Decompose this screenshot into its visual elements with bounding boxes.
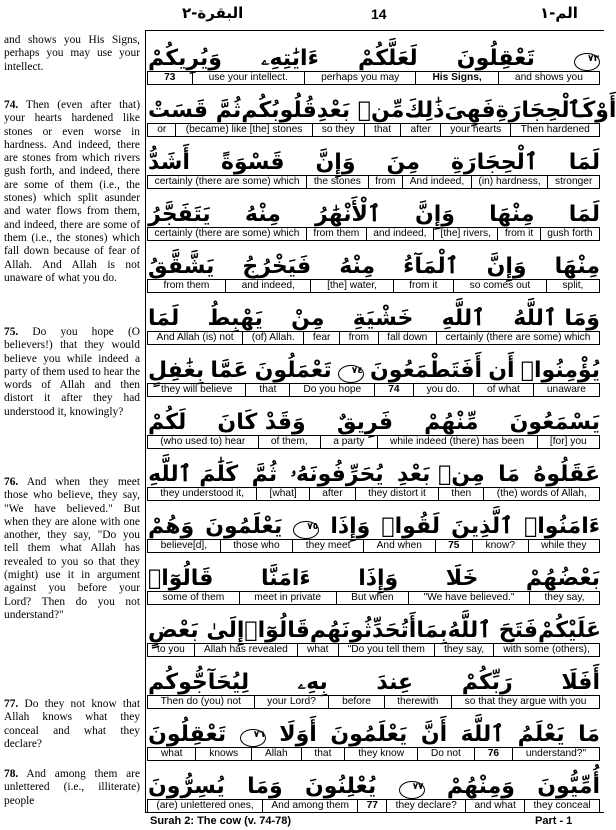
- gloss-word: His Signs,: [415, 72, 497, 84]
- gloss-word: they know: [344, 748, 417, 760]
- arabic-word: يَعْلَمُونَ: [205, 514, 283, 539]
- gloss-word: you do.: [413, 384, 473, 396]
- arabic-word: وَقَدْ كَانَ: [217, 410, 306, 435]
- arabic-line: [148, 33, 600, 71]
- commentary-text: Do they not know that Allah knows what they conceal and what they declare?: [4, 698, 140, 750]
- gloss-word: your hearts: [440, 124, 510, 136]
- gloss-word: that: [245, 384, 289, 396]
- arabic-word: خَلَا: [445, 566, 479, 591]
- arabic-word: قَالُوٓا۟: [148, 566, 214, 591]
- arabic-word: تَعْقِلُونَ: [456, 46, 535, 71]
- arabic-word: ٱلَّذِينَ: [451, 514, 514, 539]
- arabic-line: [148, 605, 600, 643]
- gloss-verse-number: 74: [374, 384, 412, 396]
- verse-row: [146, 709, 604, 761]
- arabic-word: ثُمَّ: [251, 462, 278, 487]
- gloss-line: [147, 747, 600, 761]
- arabic-word: فَهِىَ: [444, 98, 496, 123]
- arabic-word: أَفَتَطْمَعُونَ: [369, 358, 483, 383]
- arabic-word: لَكُمْ: [148, 410, 187, 435]
- verse-row: [146, 397, 604, 449]
- verse-row: [146, 449, 604, 501]
- header-rule: [145, 30, 604, 31]
- verse-number: 77.: [4, 698, 19, 710]
- gloss-word: after: [400, 124, 440, 136]
- gloss-line: [147, 279, 600, 293]
- commentary-text: Do you hope (O believers!) that they would believe you while indeed a party of them used to hear the words of Allah and then distort it after they had understood it, knowingly?: [4, 326, 141, 418]
- gloss-word: that: [364, 124, 400, 136]
- gloss-word: the stones: [306, 176, 367, 188]
- gloss-word: certainly (there are some) which: [154, 228, 300, 239]
- gloss-word: knows: [195, 748, 251, 760]
- arabic-word: مِنْهَا: [489, 202, 535, 227]
- arabic-word: أُمِّيُّونَ: [537, 774, 600, 799]
- gloss-verse-number: 75: [435, 540, 472, 552]
- arabic-line: [148, 137, 600, 175]
- gloss-verse-number: 73: [164, 72, 176, 83]
- gloss-word: from them: [306, 228, 366, 240]
- gloss-word: from it: [393, 280, 454, 292]
- commentary-paragraph: [4, 768, 140, 808]
- gloss-word: perhaps you may: [304, 72, 415, 84]
- gloss-line: [147, 487, 600, 501]
- gloss-word: from: [368, 176, 403, 188]
- arabic-word: يَعْلَمُونَ: [330, 722, 408, 747]
- gloss-line: [147, 539, 600, 553]
- gloss-word: know?: [472, 540, 528, 552]
- gloss-word: (in) hardness,: [471, 176, 548, 188]
- gloss-word: and indeed,: [225, 280, 310, 292]
- gloss-line: [147, 591, 600, 605]
- gloss-word: "Do you tell them: [338, 644, 434, 656]
- gloss-word: and what: [465, 800, 524, 812]
- arabic-word: فَرِيقٌ: [336, 410, 393, 435]
- gloss-word: they declare?: [386, 800, 465, 812]
- gloss-word: that: [301, 748, 345, 760]
- arabic-word: أَفَلَا: [561, 670, 600, 695]
- verse-row: [146, 85, 616, 137]
- gloss-word: [the] rivers,: [433, 228, 497, 240]
- gloss-line: [147, 175, 600, 189]
- arabic-word: يَتَفَجَّرُ: [148, 202, 211, 227]
- gloss-word: and shows you: [498, 72, 599, 84]
- arabic-word: أَتُحَدِّثُونَهُم: [309, 618, 417, 643]
- arabic-word: ذَٰلِكَ: [404, 98, 445, 123]
- arabic-word: مَا: [578, 722, 600, 747]
- gloss-word: [what]: [256, 488, 309, 500]
- gloss-word: what: [297, 644, 338, 656]
- arabic-word: ءَامَنُوا۟: [524, 514, 600, 539]
- verse-number: 75.: [4, 326, 19, 338]
- commentary-paragraph: [4, 34, 140, 74]
- arabic-word: مِنْهَا: [554, 254, 600, 279]
- arabic-word: عَقَلُوهُ: [533, 462, 600, 487]
- gloss-word: meet in private: [239, 592, 336, 604]
- arabic-word: يَعْلَمُ: [517, 722, 565, 747]
- arabic-word: يُعْلِنُونَ: [305, 774, 377, 799]
- gloss-word: after: [309, 488, 355, 500]
- verse-row: [146, 33, 604, 85]
- arabic-word: مَا: [498, 462, 520, 487]
- arabic-word: كَٱلْحِجَارَةِ: [495, 98, 596, 123]
- gloss-word: unaware: [533, 384, 599, 396]
- arabic-word: ٱلْحِجَارَةِ: [450, 150, 538, 175]
- ayah-marker: ٧٧: [399, 781, 425, 799]
- commentary-paragraph: [4, 476, 140, 622]
- arabic-word: مِنْهُ: [339, 254, 376, 279]
- verse-number: 78.: [4, 768, 19, 780]
- commentary-paragraph: [4, 698, 140, 751]
- arabic-word: بِغَٰفِلٍ: [148, 358, 205, 383]
- arabic-word: إِلَىٰ بَعْضٍ: [148, 618, 245, 643]
- gloss-word: and indeed,: [366, 228, 433, 240]
- arabic-line: [148, 657, 600, 695]
- commentary-paragraph: [4, 326, 140, 419]
- arabic-word: لَقُوا۟: [381, 514, 441, 539]
- gloss-word: certainly (there are some) which: [154, 176, 300, 187]
- commentary-text: and shows you His Signs, perhaps you may use your intellect.: [4, 34, 140, 73]
- gloss-word: so that they argue with you: [451, 696, 599, 708]
- commentary-paragraph: [4, 99, 140, 285]
- gloss-word: they say,: [529, 592, 599, 604]
- gloss-word: therewith: [384, 696, 452, 708]
- arabic-word: وَهُمْ: [148, 514, 195, 539]
- arabic-word: عِندَ: [376, 670, 414, 695]
- arabic-word: فَيَخْرُجُ: [242, 254, 312, 279]
- arabic-word: ءَايَٰتِهِۦ: [261, 46, 319, 71]
- gloss-word: believe[d],: [160, 540, 208, 551]
- arabic-word: عَمَّا: [210, 358, 249, 383]
- verse-number: 74.: [4, 99, 19, 111]
- gloss-verse-number: 76: [474, 748, 512, 760]
- gloss-word: fear: [303, 332, 339, 344]
- arabic-word: وَإِذَا: [330, 514, 371, 539]
- gloss-line: [147, 71, 600, 85]
- arabic-word: ٱلْأَنْهَٰرُ: [315, 202, 381, 227]
- arabic-word: ءَامَنَّا: [261, 566, 311, 591]
- arabic-word: مِنْهُ: [244, 202, 281, 227]
- arabic-word: لَمَا: [568, 150, 600, 175]
- arabic-line: [148, 345, 600, 383]
- gloss-line: [147, 227, 600, 241]
- gloss-word: [the] water,: [310, 280, 392, 292]
- gloss-word: while indeed (there) has been: [377, 436, 537, 448]
- commentary-text: And when they meet those who believe, they say, "We have believed." But when they are alone with one another, they say, "Do you tell them what Allah has revealed to you so that they (might) use it in argument against you before your Lord? Then do you not understand?": [4, 476, 140, 621]
- arabic-line: [148, 189, 600, 227]
- header-part-label: الم-١: [540, 4, 578, 22]
- gloss-word: they conceal: [524, 800, 599, 812]
- arabic-word: وَإِنَّ: [486, 254, 527, 279]
- gloss-word: gush forth: [540, 228, 599, 240]
- arabic-word: خَشْيَةِ: [352, 306, 414, 331]
- arabic-word: يَشَّقَّقُ: [148, 254, 215, 279]
- arabic-word: مِنَ: [386, 150, 420, 175]
- gloss-word: [for] you: [537, 436, 599, 448]
- gloss-word: (who used to) hear: [160, 436, 246, 447]
- gloss-word: of them,: [258, 436, 320, 448]
- gloss-line: [147, 123, 600, 137]
- arabic-word: فَتَحَ ٱللَّهُ: [447, 618, 539, 643]
- gloss-word: Then hardened: [510, 124, 599, 136]
- arabic-word: أَوْ: [595, 98, 616, 123]
- ayah-marker: ٧٤: [338, 365, 364, 383]
- gloss-word: Do you hope: [289, 384, 374, 396]
- arabic-line: [148, 293, 600, 331]
- arabic-word: أَن: [488, 358, 515, 383]
- arabic-line: [148, 709, 600, 747]
- gloss-word: And when: [363, 540, 434, 552]
- arabic-word: وَإِنَّ: [414, 202, 455, 227]
- arabic-word: لَعَلَّكُمْ: [357, 46, 418, 71]
- gloss-word: And indeed,: [402, 176, 471, 188]
- gloss-word: But when: [336, 592, 409, 604]
- gloss-word: fall down: [378, 332, 436, 344]
- gloss-word: split,: [546, 280, 599, 292]
- arabic-line: [148, 501, 600, 539]
- gloss-word: some of them: [162, 592, 225, 603]
- footer-part-label: Part - 1: [535, 815, 573, 827]
- arabic-word: وَمَا: [247, 774, 283, 799]
- gloss-word: stronger: [547, 176, 599, 188]
- gloss-word: use your intellect.: [192, 72, 304, 84]
- arabic-word: ثُمَّ قَسَتْ: [148, 98, 242, 123]
- gloss-word: (became) like [the] stones: [175, 124, 311, 136]
- verse-row: [146, 241, 604, 293]
- arabic-word: قَالُوٓا۟: [244, 618, 310, 643]
- commentary-text: Then (even after that) your hearts hardened like stones or even worse in hardness. And indeed, there are stones from which rivers gush forth, and indeed, there are some of them (i.e., the stones) which split asunder and water flows from them, and indeed, there are some of them (i.e., the stones) which fall down because of fear of Allah. And Allah is not unaware of what you do.: [4, 99, 140, 284]
- arabic-word: تَعْمَلُونَ: [254, 358, 332, 383]
- arabic-line: [148, 553, 600, 591]
- gloss-word: And among them: [262, 800, 357, 812]
- verse-row: [146, 501, 604, 553]
- arabic-word: ٱلْمَآءُ: [403, 254, 459, 279]
- verse-row: [146, 553, 604, 605]
- gloss-word: or: [157, 124, 167, 135]
- arabic-word: وَإِنَّ: [315, 150, 356, 175]
- gloss-line: [147, 383, 600, 397]
- ayah-marker: ٧٣: [574, 53, 600, 71]
- gloss-word: your Lord?: [254, 696, 329, 708]
- arabic-word: أَشَدُّ: [148, 150, 190, 175]
- arabic-word: يَهْبِطُ: [207, 306, 263, 331]
- arabic-line: [148, 85, 616, 123]
- gloss-line: [147, 435, 600, 449]
- gloss-word: (of) Allah.: [242, 332, 303, 344]
- gloss-word: those who: [220, 540, 293, 552]
- gloss-word: before: [328, 696, 383, 708]
- gloss-word: Allah: [251, 748, 300, 760]
- gloss-word: Allah has revealed: [194, 644, 297, 656]
- gloss-word: to you: [157, 644, 185, 655]
- gloss-word: from: [339, 332, 378, 344]
- arabic-word: وَمِنْهُمْ: [446, 774, 515, 799]
- gloss-line: [147, 643, 600, 657]
- verse-row: [146, 605, 604, 657]
- arabic-word: رَبِّكُمْ: [461, 670, 513, 695]
- gloss-word: Do not: [417, 748, 474, 760]
- gloss-word: they distort it: [355, 488, 438, 500]
- arabic-line: [148, 761, 600, 799]
- gloss-word: from it: [497, 228, 539, 240]
- ayah-marker: ٧٦: [240, 729, 266, 747]
- arabic-word: وَمَا ٱللَّهُ: [513, 306, 600, 331]
- arabic-word: ٱللَّهِ: [441, 306, 486, 331]
- commentary-column: [0, 34, 143, 830]
- gloss-word: (are) unlettered ones,: [156, 800, 254, 811]
- arabic-word: لِيُحَآجُّوكُم: [148, 670, 250, 695]
- arabic-line: [148, 241, 600, 279]
- arabic-word: يُحَرِّفُونَهُۥ: [290, 462, 384, 487]
- gloss-word: understand?": [512, 748, 599, 760]
- gloss-word: a party: [320, 436, 377, 448]
- arabic-word: أَوَلَا: [279, 722, 317, 747]
- gloss-word: of what: [473, 384, 533, 396]
- gloss-word: so comes out: [453, 280, 546, 292]
- arabic-word: قُلُوبُكُم: [241, 98, 317, 123]
- arabic-word: مِّنۢ بَعْدِ: [316, 98, 405, 123]
- gloss-word: while they: [528, 540, 599, 552]
- gloss-word: with some (others),: [493, 644, 599, 656]
- page-number: 14: [371, 6, 387, 22]
- gloss-word: what: [160, 748, 183, 759]
- arabic-word: يُسِرُّونَ: [148, 774, 225, 799]
- verse-row: [146, 657, 604, 709]
- gloss-word: so they: [312, 124, 364, 136]
- arabic-word: مِّنْهُمْ: [424, 410, 479, 435]
- arabic-word: بِهِۦ: [297, 670, 328, 695]
- verse-row: [146, 137, 604, 189]
- gloss-line: [147, 799, 600, 813]
- arabic-word: بِمَا: [416, 618, 448, 643]
- gloss-word: (the) words of Allah,: [483, 488, 599, 500]
- header-surah-label: البقرة-٢: [182, 4, 244, 22]
- arabic-word: ٱللَّهَ: [460, 722, 505, 747]
- arabic-word: بَعْضُهُمْ: [525, 566, 600, 591]
- gloss-line: [147, 695, 600, 709]
- arabic-word: كَلَٰمَ ٱللَّهِ: [148, 462, 239, 487]
- arabic-word: وَيُرِيكُمْ: [148, 46, 222, 71]
- verse-row: [146, 761, 604, 813]
- arabic-word: قَسْوَةً: [220, 150, 285, 175]
- arabic-word: وَإِذَا: [358, 566, 399, 591]
- commentary-text: And among them are unlettered (i.e., illiterate) people: [4, 768, 140, 807]
- gloss-word: "We have believed.": [408, 592, 529, 604]
- arabic-word: يُؤْمِنُوا۟: [520, 358, 600, 383]
- arabic-word: لَمَا: [568, 202, 600, 227]
- arabic-word: لَمَا: [148, 306, 180, 331]
- arabic-line: [148, 449, 600, 487]
- ayah-marker: ٧٥: [293, 521, 319, 539]
- verse-number: 76.: [4, 476, 19, 488]
- gloss-word: they meet: [292, 540, 363, 552]
- arabic-word: عَلَيْكُمْ: [538, 618, 602, 643]
- gloss-word: And Allah (is) not: [156, 332, 234, 343]
- gloss-verse-number: 77: [357, 800, 386, 812]
- arabic-word: مِنْ: [291, 306, 325, 331]
- footer-rule: [145, 812, 604, 813]
- arabic-line: [148, 397, 600, 435]
- arabic-word: مِنۢ بَعْدِ: [397, 462, 485, 487]
- gloss-line: [147, 331, 600, 345]
- verse-row: [146, 189, 604, 241]
- gloss-word: certainly (there are some) which: [436, 332, 599, 344]
- gloss-word: Then do (you) not: [160, 696, 241, 707]
- verse-row: [146, 293, 604, 345]
- gloss-word: from them: [163, 280, 210, 291]
- arabic-word: أَنَّ: [420, 722, 448, 747]
- gloss-word: then: [438, 488, 483, 500]
- arabic-word: تَعْقِلُونَ: [148, 722, 227, 747]
- gloss-word: they say,: [434, 644, 493, 656]
- footer-surah-title: Surah 2: The cow (v. 74-78): [150, 815, 292, 827]
- gloss-word: they understood it,: [160, 488, 245, 499]
- verse-row: [146, 345, 604, 397]
- gloss-word: they will believe: [161, 384, 233, 395]
- arabic-word: يَسْمَعُونَ: [509, 410, 600, 435]
